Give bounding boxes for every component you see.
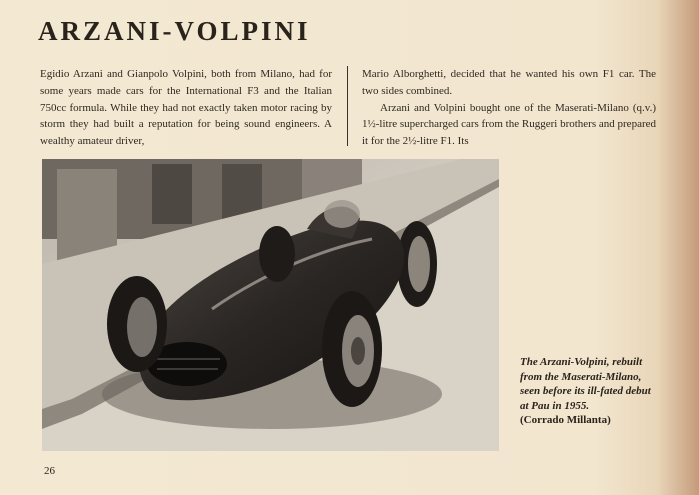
right-paragraph-1: Mario Alborghetti, decided that he wanted his own F1 car. The two sides combined. (362, 68, 656, 97)
race-car-photo (42, 159, 499, 451)
race-car-illustration (42, 159, 499, 451)
right-text-column (362, 66, 656, 150)
caption-credit: (Corrado Millanta) (520, 414, 611, 426)
left-paragraph: Egidio Arzani and Gianpolo Volpini, both from Milano, had for some years made cars for the International F3 and the Italian 750cc formula. While they had not exactly taken motor racing by storm they had built a reputation for being sound engineers. A wealthy amateur driver, (40, 68, 332, 148)
photo-caption (520, 355, 660, 428)
column-divider (347, 66, 348, 146)
right-paragraph-2: Arzani and Volpini bought one of the Maserati-Milano (q.v.) 1½-litre supercharged cars from the Ruggeri brothers and prepared it for the 2½-litre F1. Its (362, 101, 656, 148)
left-text-column (40, 66, 332, 150)
caption-text: The Arzani-Volpini, rebuilt from the Maserati-Milano, seen before its ill-fated debut at Pau in 1955. (520, 356, 651, 412)
page-number: 26 (44, 465, 55, 477)
page-title: ARZANI-VOLPINI (38, 16, 311, 46)
